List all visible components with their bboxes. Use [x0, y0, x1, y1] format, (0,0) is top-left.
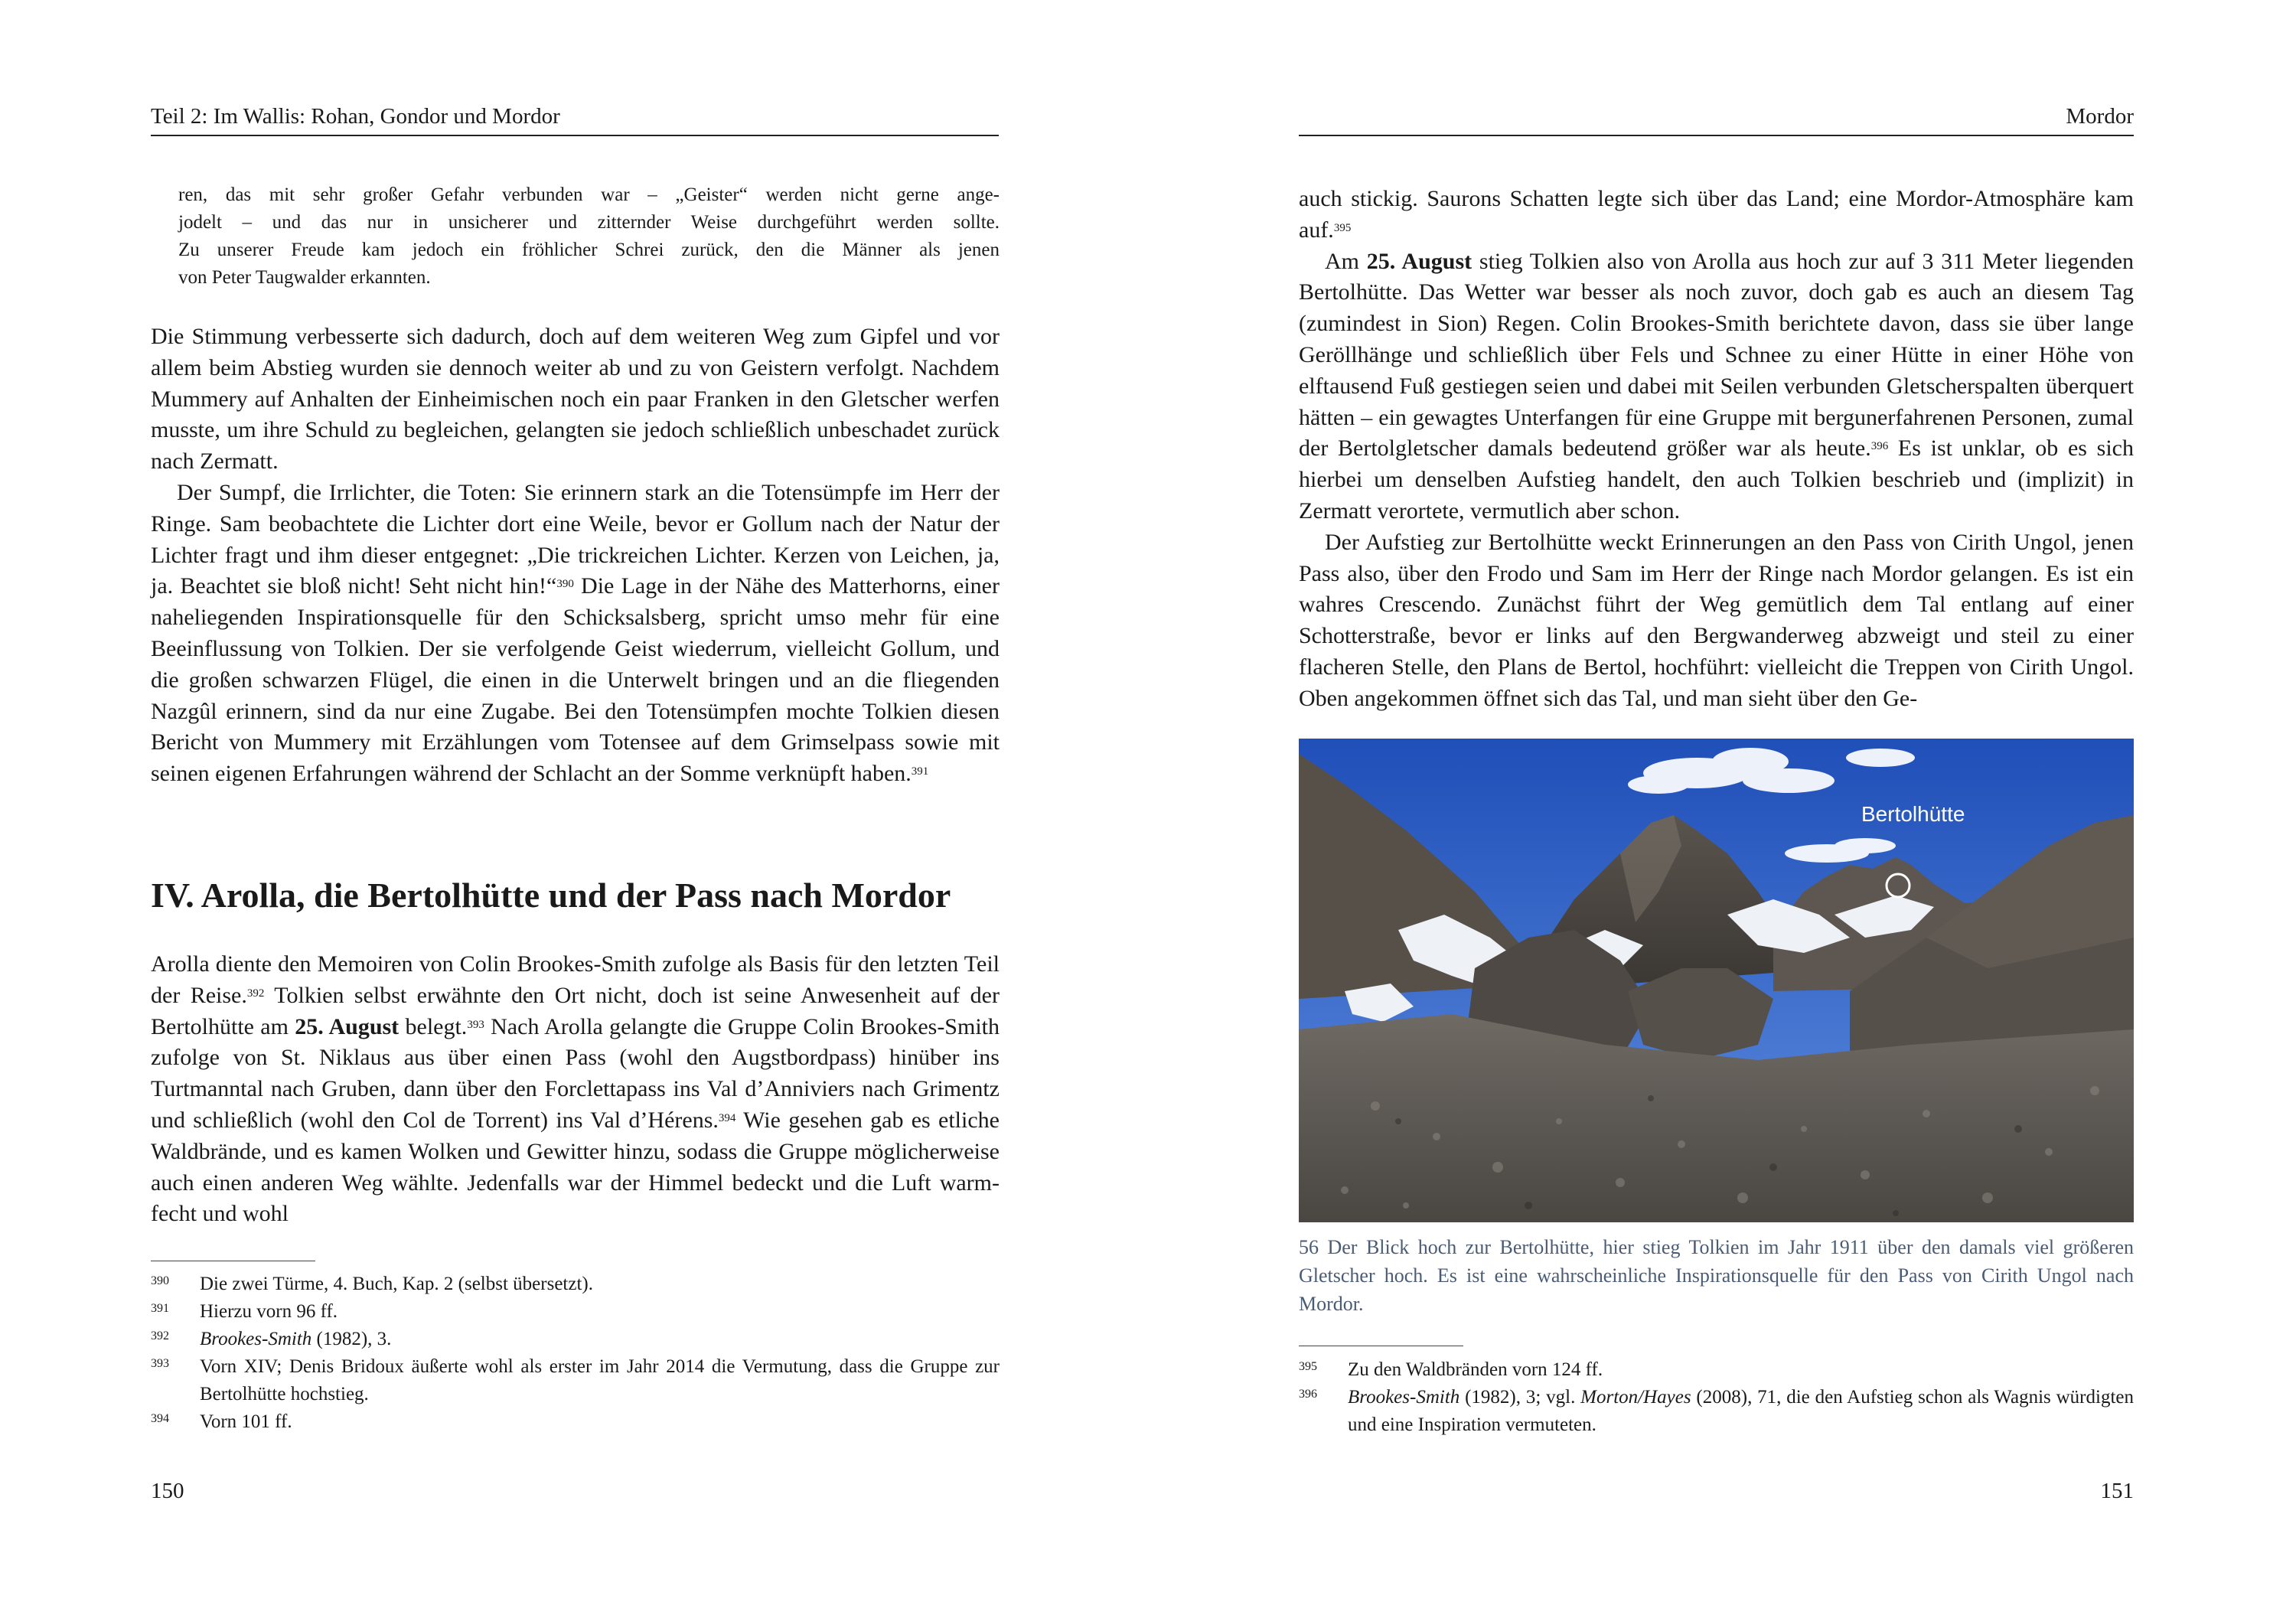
- page-number-left: 150: [151, 1479, 184, 1503]
- paragraph: Die Stimmung verbesserte sich dadurch, doch auf dem weiteren Weg zum Gipfel und vor allem beim Abstieg wurden sie dennoch weiter ab und zu von Geistern verfolgt. Nachdem Mummery auf Anhalten der Einheimischen noch ein paar Franken in den Gletscher werfen musste, um ihre Schuld zu begleichen, gelangten sie jedoch schließlich unbeschadet zurück nach Zermatt.: [151, 324, 1000, 475]
- paragraph: [151, 949, 1000, 1230]
- paragraph-text: Der Sumpf, die Irrlichter, die Toten: Sie erinnern stark an die Totensümpfe im Herr der Ringe. Sam beobachtete die Lichter dort eine Weile, bevor er Gollum nach der Natur der Lichter fragt und ihm dieser entgegnet: „Die trickreichen Lichter. Kerzen von Leichen, ja, ja. Beachtet sie bloß nicht! Seht nicht hin!“: [151, 479, 1000, 599]
- quote-line: von Peter Taugwalder erkannten.: [178, 267, 431, 288]
- date-text: 25. August: [1366, 248, 1473, 274]
- right-body: [1299, 184, 2134, 715]
- footnote-ref[interactable]: 395: [1333, 221, 1352, 234]
- paragraph-text: Die Lage in der Nähe des Matterhorns, einer naheliegenden Inspirationsquelle für den Schicksalsberg, spricht umso mehr für eine Beeinflussung von Tolkien. Der sie verfolgende Geist wiederrum, vielleicht Gollum, und die großen schwarzen Flügel, die einen in die Unterwelt bringen und an die fliegenden Nazgûl erinnern, sind da nur eine Zugabe. Bei den Totensümpfen mochte Tolkien diesen Bericht von Mummery mit Erzählungen vom Totensee auf dem Grimselpass sowie mit seinen eigenen Erfahrungen während der Schlacht an der Somme verknüpft haben.: [151, 573, 1000, 787]
- paragraph: [1299, 246, 2134, 527]
- paragraph: [151, 478, 1000, 790]
- footnote-number: 396: [1299, 1388, 1317, 1401]
- footnote-number: 395: [1299, 1360, 1317, 1373]
- paragraph: Der Aufstieg zur Bertolhütte weckt Erinnerungen an den Pass von Cirith Ungol, jenen Pass also, über den Frodo und Sam im Herr der Ringe nach Mordor gelangen. Es ist ein wahres Crescendo. Zunächst führt der Weg gemütlich dem Tal entlang auf einer Schotterstraße, bevor er links auf den Bergwanderweg abzweigt und steil zu einer flacheren Stelle, den Plans de Bertol, hochführt: vielleicht die Treppen von Cirith Ungol. Oben angekommen öffnet sich das Tal, und man sieht über den Ge-: [1299, 529, 2134, 711]
- footnote-text: Vorn XIV; Denis Bridoux äußerte wohl als erster im Jahr 2014 die Vermutung, dass die Gruppe zur Bertolhütte hochstieg.: [200, 1356, 1000, 1404]
- header-rule-right: [1299, 135, 2134, 136]
- footnote-391: [151, 1298, 1000, 1326]
- running-head-left: Teil 2: Im Wallis: Rohan, Gondor und Mordor: [151, 104, 560, 129]
- quote-line: Zu unserer Freude kam jedoch ein fröhlicher Schrei zurück, den die Männer als jenen: [178, 240, 1000, 260]
- footnote-396: [1299, 1384, 2134, 1439]
- quote-line: jodelt – und das nur in unsicherer und zitternder Weise durchgeführt werden sollte.: [178, 212, 1000, 233]
- paragraph: [1299, 184, 2134, 246]
- quote-line: ren, das mit sehr großer Gefahr verbunden war – „Geister“ werden nicht gerne ange-: [178, 184, 1000, 205]
- paragraph-text: belegt.: [399, 1013, 468, 1039]
- footnote-text: Zu den Waldbränden vorn 124 ff.: [1348, 1359, 1603, 1380]
- footnote-number: 392: [151, 1329, 169, 1342]
- paragraph-text: auch stickig. Saurons Schatten legte sich über das Land; eine Mordor-Atmosphäre kam auf.: [1299, 186, 2134, 243]
- footnote-text: Die zwei Türme, 4. Buch, Kap. 2 (selbst übersetzt).: [200, 1274, 593, 1294]
- footnote-ref[interactable]: 390: [556, 578, 574, 591]
- footnote-text: Hierzu vorn 96 ff.: [200, 1301, 338, 1322]
- footnote-text: [200, 1326, 1000, 1353]
- paragraph-text: Wie gesehen gab es etliche Waldbrände, und es kamen Wolken und Gewitter hinzu, sodass die Gruppe möglicherweise auch einen anderen Weg wählte. Jedenfalls war der Himmel bedeckt und die Luft warm-fecht und wohl: [151, 1107, 1000, 1227]
- footnote-394: [151, 1408, 1000, 1436]
- footnote-text: Vorn 101 ff.: [200, 1411, 292, 1432]
- photo-bertol-hut: [1299, 739, 2134, 1222]
- paragraph-text: Arolla diente den Memoiren von Colin Brookes-Smith zufolge als Basis für den letzten Teil der Reise.: [151, 951, 1000, 1008]
- paragraph-text: Nach Arolla gelangte die Gruppe Colin Brookes-Smith zufolge von St. Niklaus aus über einen Pass (wohl den Augstbordpass) hinüber ins Turtmanntal nach Gruben, dann über den Forclettapass ins Val d’Anniviers nach Grimentz und schließlich (wohl den Col de Torrent) ins Val d’Hérens.: [151, 1013, 1000, 1133]
- footnote-392: [151, 1326, 1000, 1353]
- footnote-text-rest: (1982), 3.: [311, 1329, 392, 1349]
- footnote-ref[interactable]: 394: [718, 1111, 736, 1124]
- running-head-right: Mordor: [2066, 104, 2134, 129]
- footnote-author: Morton/Hayes: [1580, 1387, 1691, 1408]
- footnote-author: Brookes-Smith: [1348, 1387, 1460, 1408]
- left-body-lower: [151, 949, 1000, 1230]
- footnote-text-rest: (1982), 3; vgl.: [1459, 1387, 1581, 1408]
- footnote-author: Brookes-Smith: [200, 1329, 312, 1349]
- left-body-upper: [151, 321, 1000, 790]
- paragraph-text: Tolkien selbst erwähnte den Ort nicht, doch ist seine Anwesenheit auf der Bertolhütte am: [151, 982, 1000, 1039]
- header-rule-left: [151, 135, 999, 136]
- footnote-ref[interactable]: 392: [246, 987, 265, 1000]
- footnote-number: 393: [151, 1357, 169, 1370]
- photo-label: Bertolhütte: [1861, 802, 1965, 826]
- right-page: [1148, 0, 2296, 1605]
- footnote-ref[interactable]: 393: [467, 1018, 484, 1031]
- footnote-text: [1348, 1384, 2134, 1439]
- paragraph-text: Am: [1325, 248, 1367, 274]
- page-number-right: 151: [2100, 1479, 2134, 1503]
- footnote-number: 391: [151, 1302, 169, 1315]
- footnote-390: [151, 1271, 1000, 1298]
- block-quote: [178, 181, 1000, 292]
- footnote-ref[interactable]: 396: [1870, 440, 1889, 453]
- footnote-number: 394: [151, 1412, 169, 1425]
- photo-caption: 56 Der Blick hoch zur Bertolhütte, hier stieg Tolkien im Jahr 1911 über den damals viel größeren Gletscher hoch. Es ist eine wahrscheinliche Inspirationsquelle für den Pass von Cirith Ungol nach Mordor.: [1299, 1236, 2134, 1315]
- footnote-ref[interactable]: 391: [911, 765, 929, 778]
- footnotes-left: [151, 1271, 1000, 1436]
- date-text: 25. August: [295, 1013, 400, 1039]
- footnote-number: 390: [151, 1274, 169, 1287]
- footnote-text-rest: (2008), 71, die den Aufstieg schon als Wagnis würdigten und eine Inspiration vermuteten.: [1348, 1387, 2134, 1435]
- footnote-395: [1299, 1356, 2134, 1384]
- footnote-393: [151, 1353, 1000, 1408]
- paragraph-text: Es ist unklar, ob es sich hierbei um denselben Aufstieg handelt, den auch Tolkien beschrieb und (implizit) in Zermatt verortete, vermutlich aber schon.: [1299, 436, 2134, 524]
- mountain-photo-illustration: [1299, 739, 2134, 1222]
- footnotes-right: [1299, 1356, 2134, 1439]
- paragraph-text: stieg Tolkien also von Arolla aus hoch zur auf 3 311 Meter liegenden Bertolhütte. Das Wetter war besser als noch zuvor, doch gab es auch an diesem Tag (zumindest in Sion) Regen. Colin Brookes-Smith berichtete davon, dass sie über lange Geröllhänge und schließlich über Fels und Schnee zu einer Hütte in einer Höhe von elftausend Fuß gestiegen seien und dabei mit Seilen verbunden Gletscherspalten überquert hätten – ein gewagtes Unterfangen für eine Gruppe mit bergunerfahrenen Personen, zumal der Bertolgletscher damals bedeutend größer war als heute.: [1299, 248, 2135, 462]
- section-heading: IV. Arolla, die Bertolhütte und der Pass nach Mordor: [151, 876, 951, 915]
